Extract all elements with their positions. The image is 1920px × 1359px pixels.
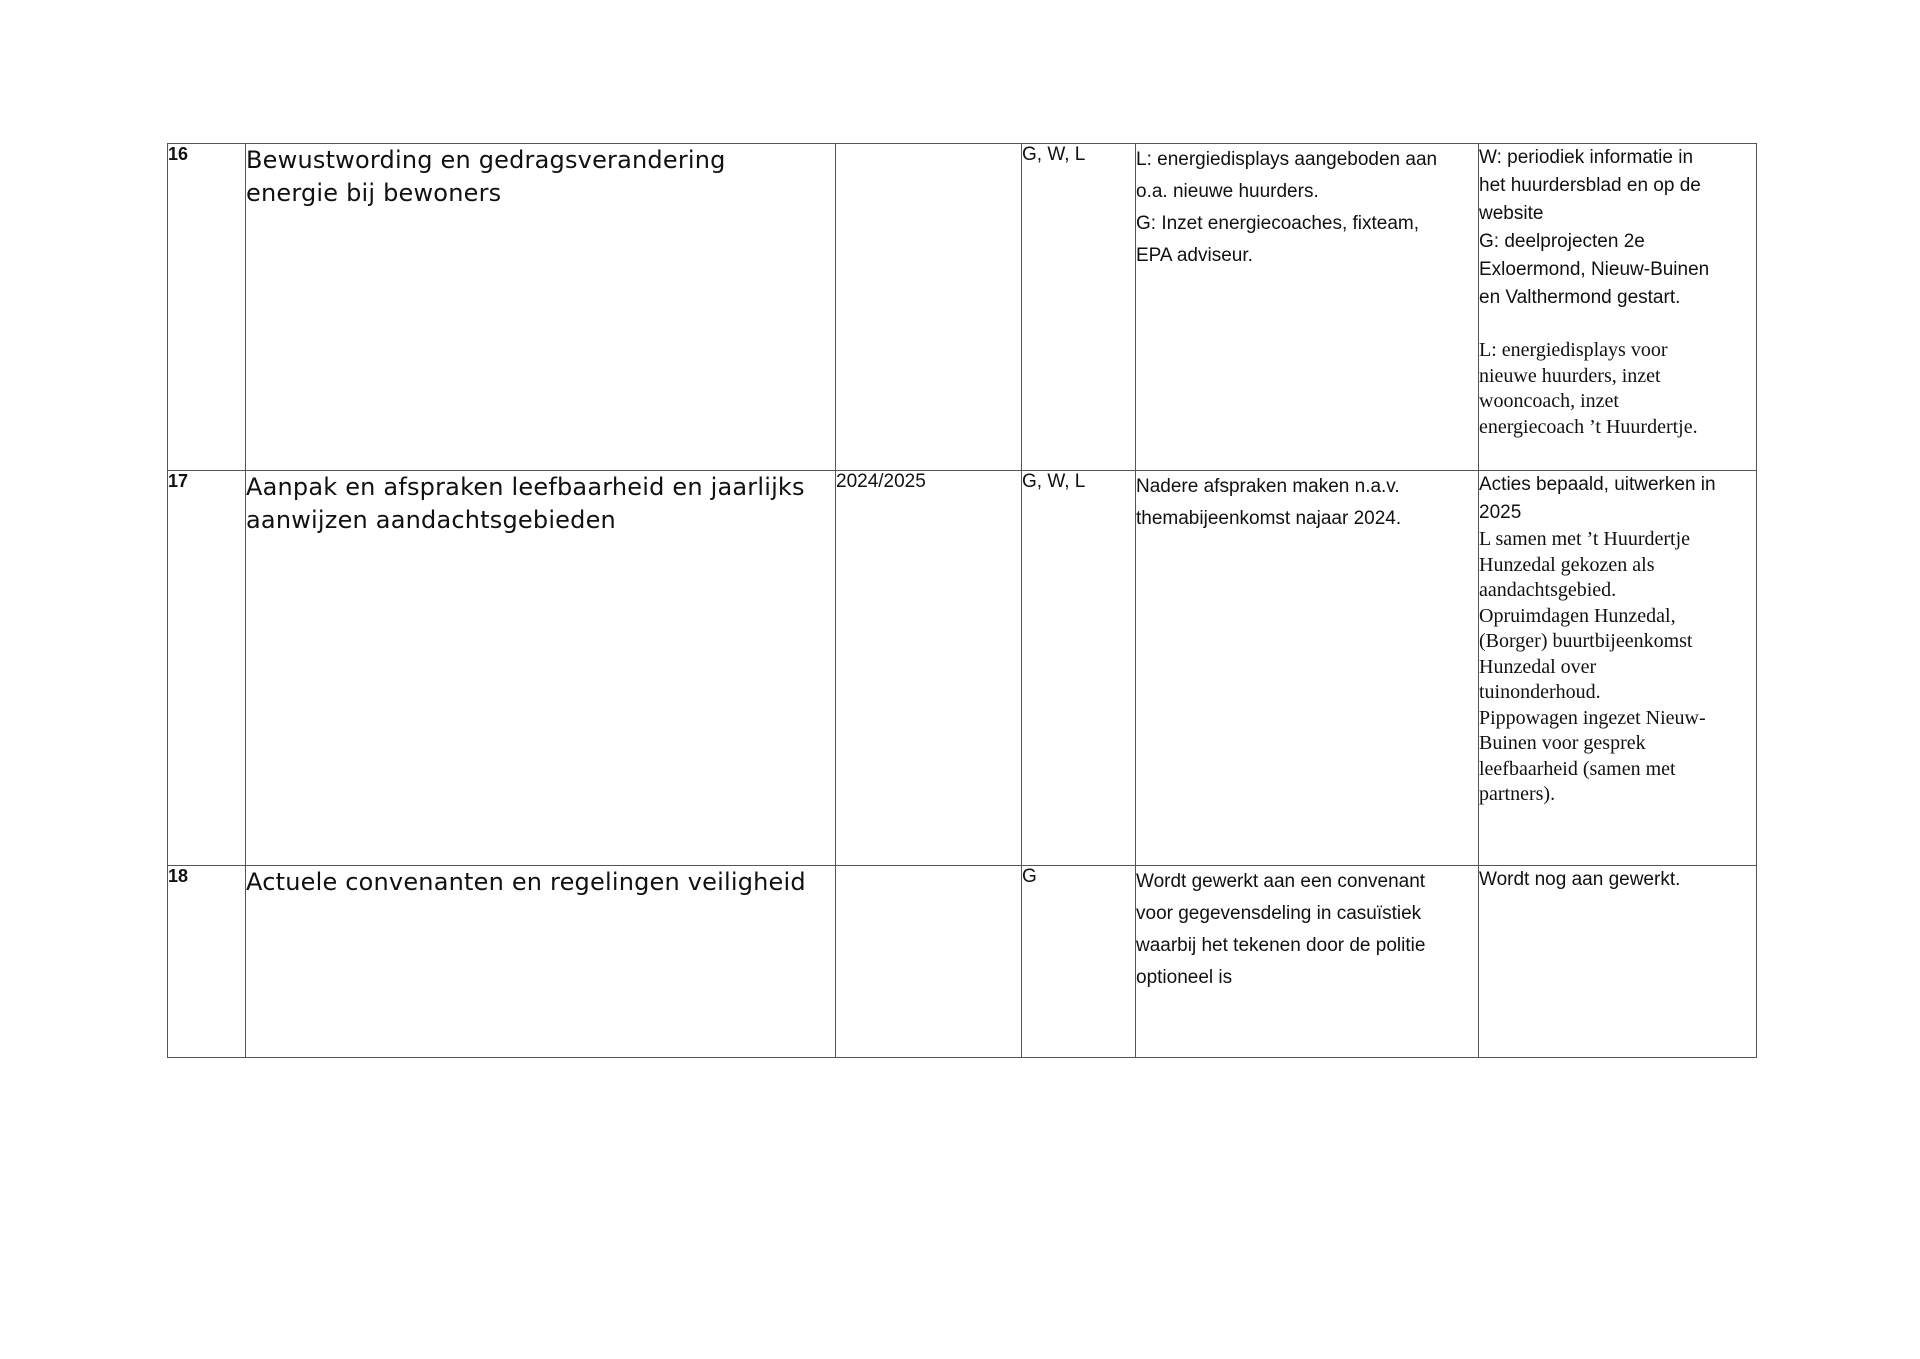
- row-parties: G, W, L: [1022, 144, 1136, 471]
- row-number: 16: [168, 144, 246, 471]
- row-status: W: periodiek informatie in het huurdersblad en op de website G: deelprojecten 2e Exloermond, Nieuw-Buinen en Valthermond gestart. L: energiedisplays voor nieuwe huurders, inzet wooncoach, inzet energiecoach ’t Huurdertje.: [1479, 144, 1757, 471]
- row-title: Bewustwording en gedragsverandering energie bij bewoners: [246, 144, 836, 471]
- row-parties: G, W, L: [1022, 471, 1136, 866]
- row-plan: Nadere afspraken maken n.a.v. themabijeenkomst najaar 2024.: [1136, 471, 1479, 866]
- row-status: Acties bepaald, uitwerken in 2025 L samen met ’t Huurdertje Hunzedal gekozen als aandachtsgebied. Opruimdagen Hunzedal, (Borger) buurtbijeenkomst Hunzedal over tuinonderhoud. Pippowagen ingezet Nieuw- Buinen voor gesprek leefbaarheid (samen met partners).: [1479, 471, 1757, 866]
- table-row: [168, 471, 1757, 866]
- agreements-table: [167, 143, 1757, 1058]
- row-status: Wordt nog aan gewerkt.: [1479, 866, 1757, 1058]
- row-plan: Wordt gewerkt aan een convenant voor gegevensdeling in casuïstiek waarbij het tekenen door de politie optioneel is: [1136, 866, 1479, 1058]
- row-number: 17: [168, 471, 246, 866]
- row-number: 18: [168, 866, 246, 1058]
- table-row: [168, 866, 1757, 1058]
- row-parties: G: [1022, 866, 1136, 1058]
- row-period: [836, 144, 1022, 471]
- row-period: [836, 866, 1022, 1058]
- row-title: Actuele convenanten en regelingen veiligheid: [246, 866, 836, 1058]
- row-title: Aanpak en afspraken leefbaarheid en jaarlijks aanwijzen aandachtsgebieden: [246, 471, 836, 866]
- row-period: 2024/2025: [836, 471, 1022, 866]
- table-row: [168, 144, 1757, 471]
- row-plan: L: energiedisplays aangeboden aan o.a. nieuwe huurders. G: Inzet energiecoaches, fixteam, EPA adviseur.: [1136, 144, 1479, 471]
